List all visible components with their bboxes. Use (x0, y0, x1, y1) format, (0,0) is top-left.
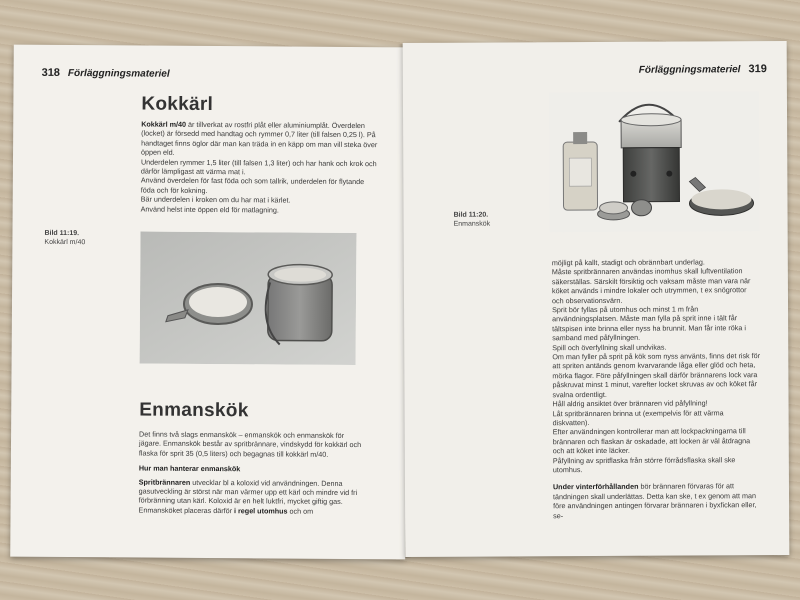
figure-11-19-caption (44, 229, 85, 247)
right-body-text (552, 257, 761, 520)
stove-set-photo (549, 91, 760, 232)
left-page (10, 45, 409, 560)
right-paragraph-5: Om man fyller på sprit på kök som nyss använts, finns det risk för att spriten antänds genom kvarvarande låga eller glöd och heta, mörka flagor. Före påfyllningen skall därför brännarens lock vara påskruvat minst 1 minut, varefter locket skruvas av och köket får svalna ordentligt. (552, 351, 761, 399)
left-running-head (42, 67, 170, 80)
kokkarl-text (141, 120, 380, 216)
right-running-head (639, 63, 767, 76)
right-running-title: Förläggningsmateriel (638, 64, 741, 76)
term-kokkarl: Kokkärl m/40 (141, 119, 187, 129)
right-paragraph-4: Spill och överfyllning skall undvikas. (552, 342, 667, 352)
right-paragraph-6: Håll aldrig ansiktet över brännaren vid påfyllning! (552, 398, 708, 409)
right-paragraph-9: Påfyllning av spritflaska från större förrådsflaska skall ske utomhus. (552, 454, 736, 475)
left-running-title: Förläggningsmateriel (67, 68, 170, 80)
enmanskok-subheading: Hur man hanterar enmanskök (138, 463, 241, 474)
emphasis-utomhus: i regel utomhus (233, 506, 288, 516)
kokkarl-paragraph-1: är tillverkat av rostfri plåt eller aluminiumplåt. Överdelen (locket) är försedd med handtag och rymmer 0,7 liter (till falsen 0,25 l). På handtaget finns öglor där man kan träda in en käpp om man vill steka över öppen eld. (141, 119, 378, 157)
kokkarl-paragraph-4: Bär underdelen i kroken om du har mat i kärlet. (140, 194, 291, 205)
right-paragraph-7: Låt spritbrännaren brinna ut (exempelvis för att värma diskvatten). (552, 407, 724, 428)
kokkarl-paragraph-3: Använd överdelen för fast föda och som tallrik, underdelen för flytande föda och för kokning. (140, 175, 365, 195)
figure-label: Bild 11:20. (453, 211, 489, 219)
right-paragraph-1: möjligt på kallt, stadigt och obrännbart underlag. (551, 257, 705, 268)
left-page-number: 318 (41, 66, 60, 79)
heading-enmanskok: Enmanskök (139, 399, 249, 422)
right-paragraph-3: Sprit bör fyllas på utomhus och minst 1 m från användningsplatsen. Måste man fylla på sprit inne i tält får tältspisen inte brinna eller nyss ha brunnit. Man får inte röka i samband med påfyllningen. (552, 304, 746, 343)
enmanskok-text (139, 430, 366, 517)
winter-paragraph: bör brännaren förvaras för att tändningen skall underlättas. Detta kan ske, t ex genom att man före användningen antingen förvarar brännaren i byxfickan eller, se- (553, 481, 757, 520)
kokkarl-paragraph-2: Underdelen rymmer 1,5 liter (till falsen 1,3 liter) och har hank och krok och därför lämpligast att värma mat i. (140, 157, 377, 177)
right-paragraph-8: Efter användningen kontrollerar man att lockpackningarna till brännaren och flaskan är oskadade, att locken är väl åtdragna och att köket inte läcker. (552, 426, 751, 456)
figure-caption: Kokkärl m/40 (44, 238, 86, 247)
right-page-number: 319 (748, 63, 767, 76)
term-vinterforhallanden: Under vinterförhållanden (552, 482, 639, 492)
heading-kokkarl: Kokkärl (141, 93, 214, 116)
enmanskok-paragraph-2-end: och om (287, 506, 314, 516)
figure-11-20-caption (454, 211, 491, 229)
mess-tin-photo (140, 232, 357, 366)
kokkarl-paragraph-5: Använd helst inte öppen eld för matlagning. (140, 204, 279, 215)
term-spritbrannaren: Spritbrännaren (138, 477, 191, 487)
figure-label: Bild 11:19. (44, 229, 80, 238)
enmanskok-paragraph-1: Det finns två slags enmanskök – enmanskök och enmanskök för jägare. Enmanskök består av spritbrännare, vindskydd för kokkärl och flaska för sprit 35 (0,5 liters) och begagnas till kokkärl m/40. (138, 429, 362, 459)
enmanskok-paragraph-2: utvecklar bl a koloxid vid användningen. Denna gasutveckling är störst när man värmer upp ett kärl och mindre vid fri förbränning utan kärl. Koloxid är en helt luktfri, mycket giftig gas. Enmansköket placeras därför (138, 477, 358, 516)
right-page (403, 41, 790, 557)
right-paragraph-2: Måste spritbrännaren användas inomhus skall luftventilation säkerställas. Särskilt försiktig och vaksam måste man vara när köket används i mindre lokaler och utrymmen, t ex snögrottor och observationsvärn. (551, 266, 751, 305)
figure-caption: Enmanskök (453, 220, 491, 228)
